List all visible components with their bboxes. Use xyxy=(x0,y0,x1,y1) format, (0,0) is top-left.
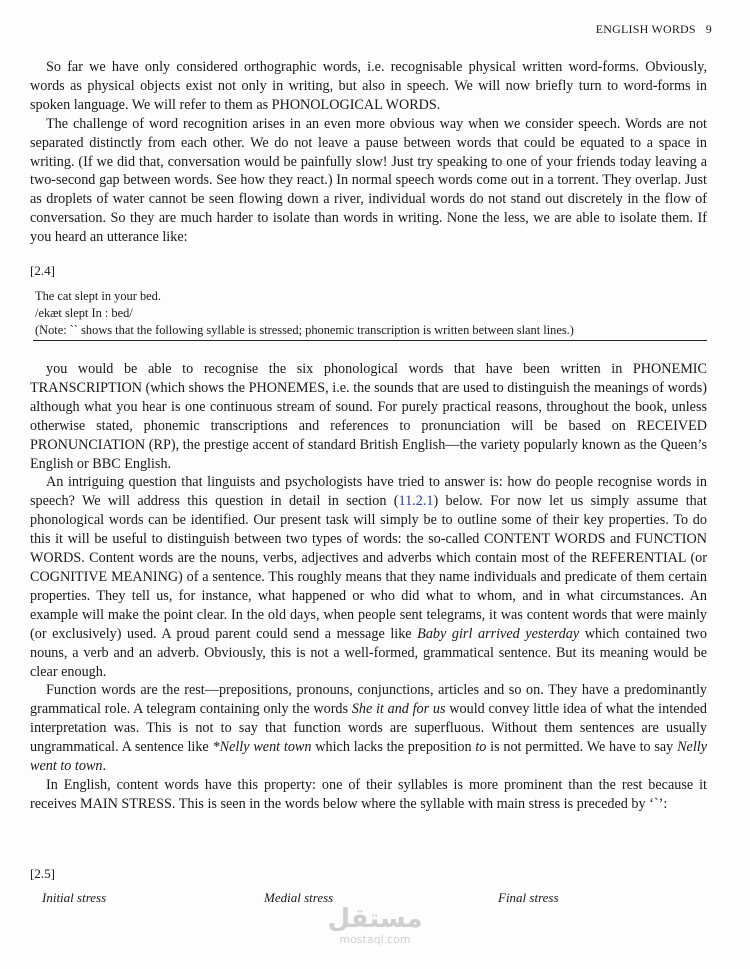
example-sentence: The cat slept in your bed. xyxy=(35,289,161,303)
running-head xyxy=(596,22,712,37)
column-initial-stress: Initial stress xyxy=(42,890,107,905)
example-box-2-4 xyxy=(33,288,707,341)
watermark-arabic: مستقل xyxy=(327,904,423,934)
column-medial-stress: Medial stress xyxy=(264,890,334,905)
text-run: which contained two nouns, a verb and an adverb. Obviously, this is not a well-formed, grammatical sentence. But its meaning would be clear enough. xyxy=(30,625,707,680)
text-run: Function words are the rest—prepositions, pronouns, conjunctions, articles and so on. They have a predominantly grammatical role. A telegram containing only the words xyxy=(30,682,707,718)
italic-example: Nelly went to town xyxy=(30,739,708,775)
phonemic-transcription: /ekæt slept In : bed/ xyxy=(35,306,133,320)
italic-example: She it and for us xyxy=(351,701,446,718)
paragraph-word-recognition: The challenge of word recognition arises in an even more obvious way when we consider speech. Words are not separated distinctly from each other. We do not leave a pause between words that could be equated to a space in writing. (If we did that, conversation would be painfully slow! Just try speaking to one of your friends today leaving a two-second gap between words. See how they react.) In normal speech words come out in a torrent. They overlap. Just as droplets of water cannot be seen flowing down a river, individual words do not stand out discretely in the flow of conversation. So they are much harder to isolate than words in writing. None the less, we are able to isolate them. If you heard an utterance like: xyxy=(30,115,707,246)
italic-example: to xyxy=(475,739,487,756)
watermark xyxy=(325,905,425,947)
running-title: ENGLISH WORDS xyxy=(595,22,696,36)
paragraph-orthographic-words: So far we have only considered orthographic words, i.e. recognisable physical written word-forms. Obviously, words as physical objects exist not only in writing, but also in speech. We will now briefly turn to word-forms in spoken language. We will refer to them as PHONOLOGICAL WORDS. xyxy=(30,59,707,113)
page-number: 9 xyxy=(705,22,712,36)
text-run: would convey little idea of what the intended interpretation was. This is not to say that function words are superfluous. Without them sentences are usually ungrammatical. A sentence like xyxy=(30,701,708,756)
text-run: which lacks the preposition xyxy=(311,739,476,756)
body-text-bottom xyxy=(30,360,707,814)
italic-example: *Nelly went town xyxy=(212,739,312,756)
paragraph-phonemic-transcription: you would be able to recognise the six phonological words that have been written in PHONEMIC TRANSCRIPTION (which shows the PHONEMES, i.e. the sounds that are used to distinguish the meanings of words) although what you hear is one continuous stream of sound. For purely practical reasons, throughout the book, unless otherwise stated, phonemic transcriptions and references to pronunciation will be based on RECEIVED PRONUNCIATION (RP), the prestige accent of standard British English—the variety popularly known as the Queen’s English or BBC English. xyxy=(30,361,707,472)
text-run: . xyxy=(102,758,107,775)
text-run: is not permitted. We have to say xyxy=(486,739,678,756)
text-run: An intriguing question that linguists and psychologists have tried to answer is: how do people recognise words in speech? We will address this question in detail in section ( xyxy=(30,474,707,510)
example-number-2-5: [2.5] xyxy=(30,866,55,881)
paragraph-content-words xyxy=(30,473,707,681)
text-run: ) below. For now let us simply assume that phonological words can be identified. Our present task will simply be to outline some of their key properties. To do this it will be useful to distinguish between two types of words: the so-called CONTENT WORDS and FUNCTION WORDS. Content words are the nouns, verbs, adjectives and adverbs which contain most of the REFERENTIAL (or COGNITIVE MEANING) of a sentence. This roughly means that they name individuals and predicate of them certain properties. They tell us, for instance, what happened or who did what to whom, and in what circumstances. An example will make the point clear. In the old days, when people sent telegrams, it was content words that were mainly (or exclusively) used. A proud parent could send a message like xyxy=(30,493,707,642)
watermark-latin: mostaql.com xyxy=(339,933,411,946)
body-text-top xyxy=(30,58,707,247)
paragraph-function-words xyxy=(30,681,707,776)
section-link[interactable]: 11.2.1 xyxy=(398,493,434,510)
example-number-2-4: [2.4] xyxy=(30,263,55,278)
column-final-stress: Final stress xyxy=(498,890,559,905)
example-note: (Note: `` shows that the following syllable is stressed; phonemic transcription is written between slant lines.) xyxy=(33,322,707,341)
paragraph-main-stress: In English, content words have this property: one of their syllables is more prominent than the rest because it receives MAIN STRESS. This is seen in the words below where the syllable with main stress is preceded by ‘`’: xyxy=(30,776,707,812)
italic-example: Baby girl arrived yesterday xyxy=(417,625,580,642)
